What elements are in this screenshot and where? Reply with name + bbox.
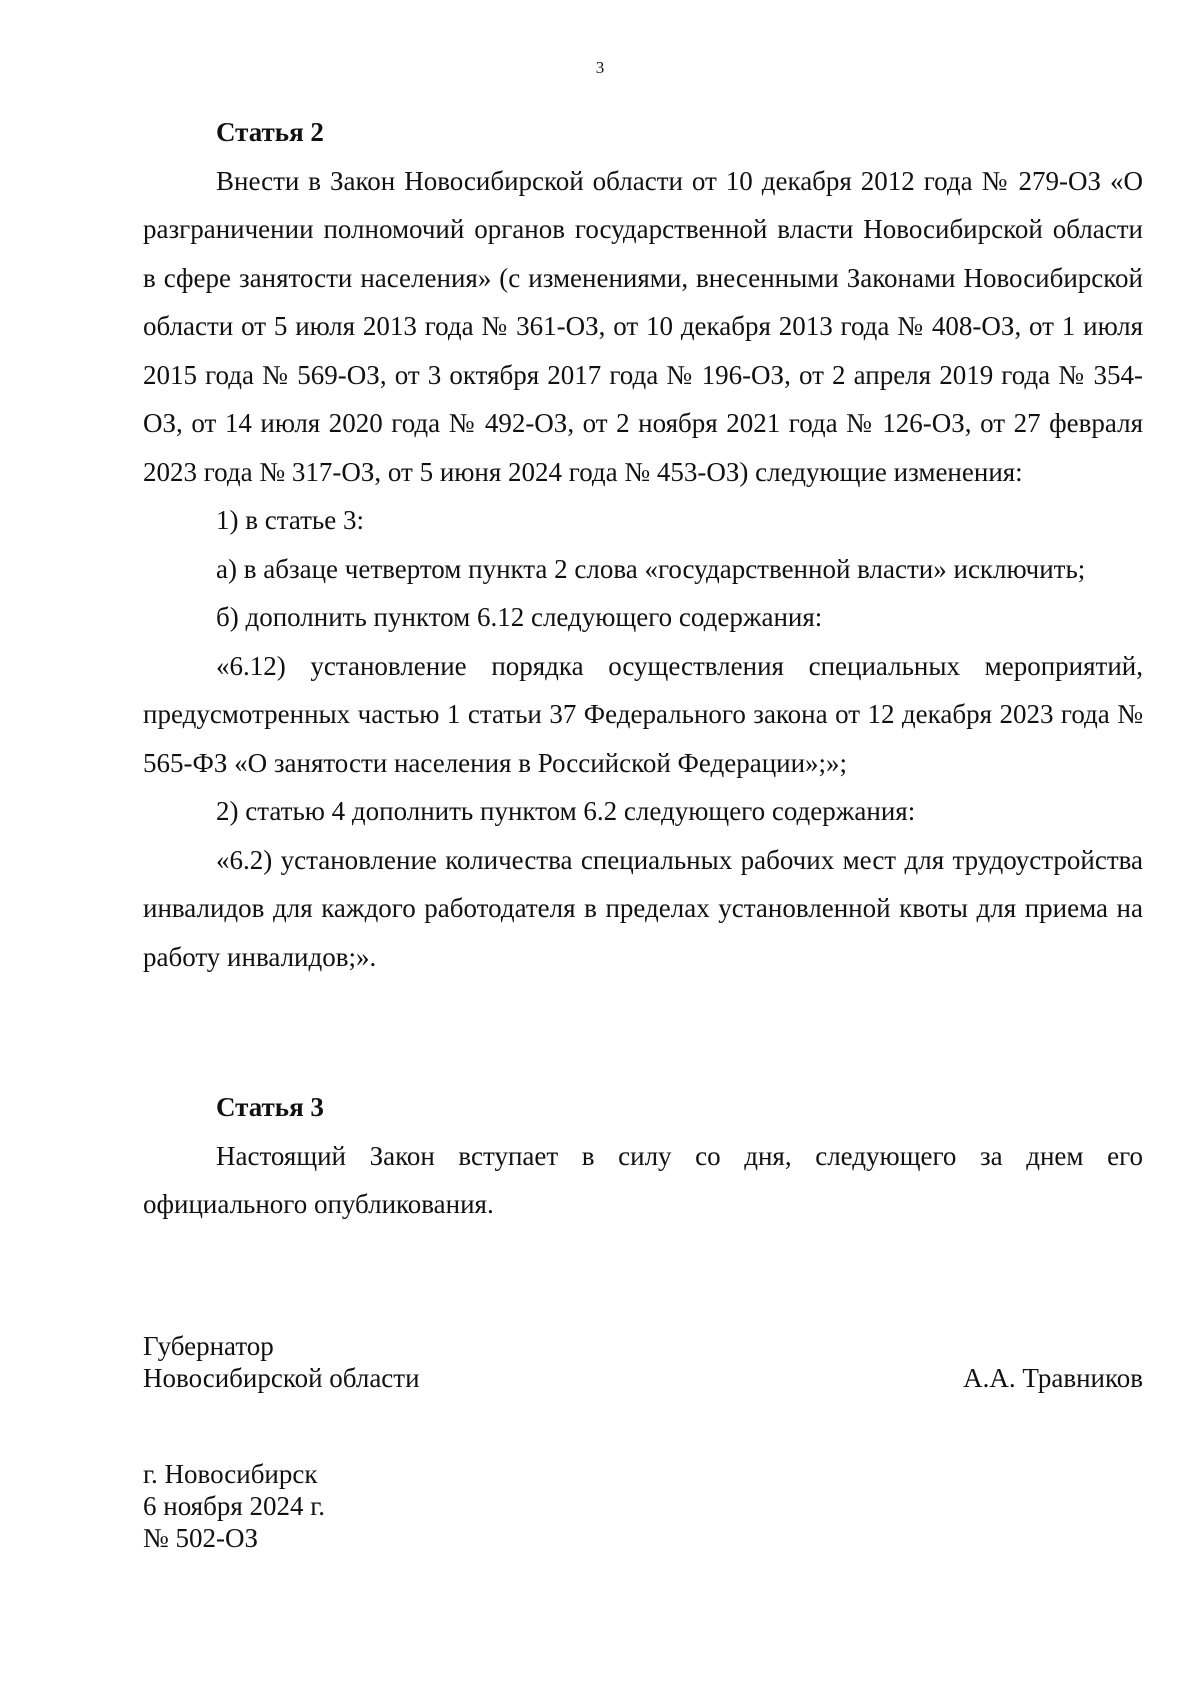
signature-row bbox=[143, 1362, 1143, 1394]
article-2-paragraph: «6.2) установление количества специальных рабочих мест для трудоустройства инвалидов для каждого работодателя в пределах установленной квоты для приема на работу инвалидов;». bbox=[143, 844, 1143, 972]
signature-block bbox=[143, 1330, 1143, 1394]
signatory-name: А.А. Травников bbox=[963, 1363, 1143, 1393]
article-2-paragraph: «6.12) установление порядка осуществления специальных мероприятий, предусмотренных частью 1 статьи 37 Федерального закона от 12 декабря 2023 года № 565-ФЗ «О занятости населения в Российской Федерации»;»; bbox=[143, 650, 1143, 778]
page-number: 3 bbox=[595, 58, 605, 77]
article-2-heading: Статья 2 bbox=[216, 117, 324, 147]
article-3 bbox=[143, 1083, 1143, 1229]
article-3-paragraph: Настоящий Закон вступает в силу со дня, следующего за днем его официального опубликования. bbox=[143, 1140, 1143, 1219]
article-2-paragraph: а) в абзаце четвертом пункта 2 слова «государственной власти» исключить; bbox=[216, 553, 1086, 584]
signatory-title-line2: Новосибирской области bbox=[143, 1363, 420, 1393]
article-2-paragraph: б) дополнить пунктом 6.12 следующего содержания: bbox=[216, 602, 823, 632]
signatory-title-line1: Губернатор bbox=[143, 1331, 274, 1361]
place-city: г. Новосибирск bbox=[143, 1459, 318, 1489]
article-3-heading: Статья 3 bbox=[216, 1092, 324, 1122]
place-date-block bbox=[143, 1458, 325, 1554]
place-date: 6 ноября 2024 г. bbox=[143, 1491, 326, 1521]
article-2-paragraph: Внести в Закон Новосибирской области от 10 декабря 2012 года № 279-ОЗ «О разграничении полномочий органов государственной власти Новосибирской области в сфере занятости населения» (с изменениями, внесенными Законами Новосибирской области от 5 июля 2013 года № 361-ОЗ, от 10 декабря 2013 года № 408-ОЗ, от 1 июля 2015 года № 569-ОЗ, от 3 октября 2017 года № 196-ОЗ, от 2 апреля 2019 года № 354-ОЗ, от 14 июля 2020 года № 492-ОЗ, от 2 ноября 2021 года № 126-ОЗ, от 27 февраля 2023 года № 317-ОЗ, от 5 июня 2024 года № 453-ОЗ) следующие изменения: bbox=[143, 165, 1143, 487]
article-2 bbox=[143, 108, 1143, 981]
article-2-paragraph: 1) в статье 3: bbox=[216, 505, 364, 535]
article-2-paragraph: 2) статью 4 дополнить пунктом 6.2 следующего содержания: bbox=[216, 796, 916, 826]
law-number: № 502-ОЗ bbox=[143, 1523, 259, 1553]
